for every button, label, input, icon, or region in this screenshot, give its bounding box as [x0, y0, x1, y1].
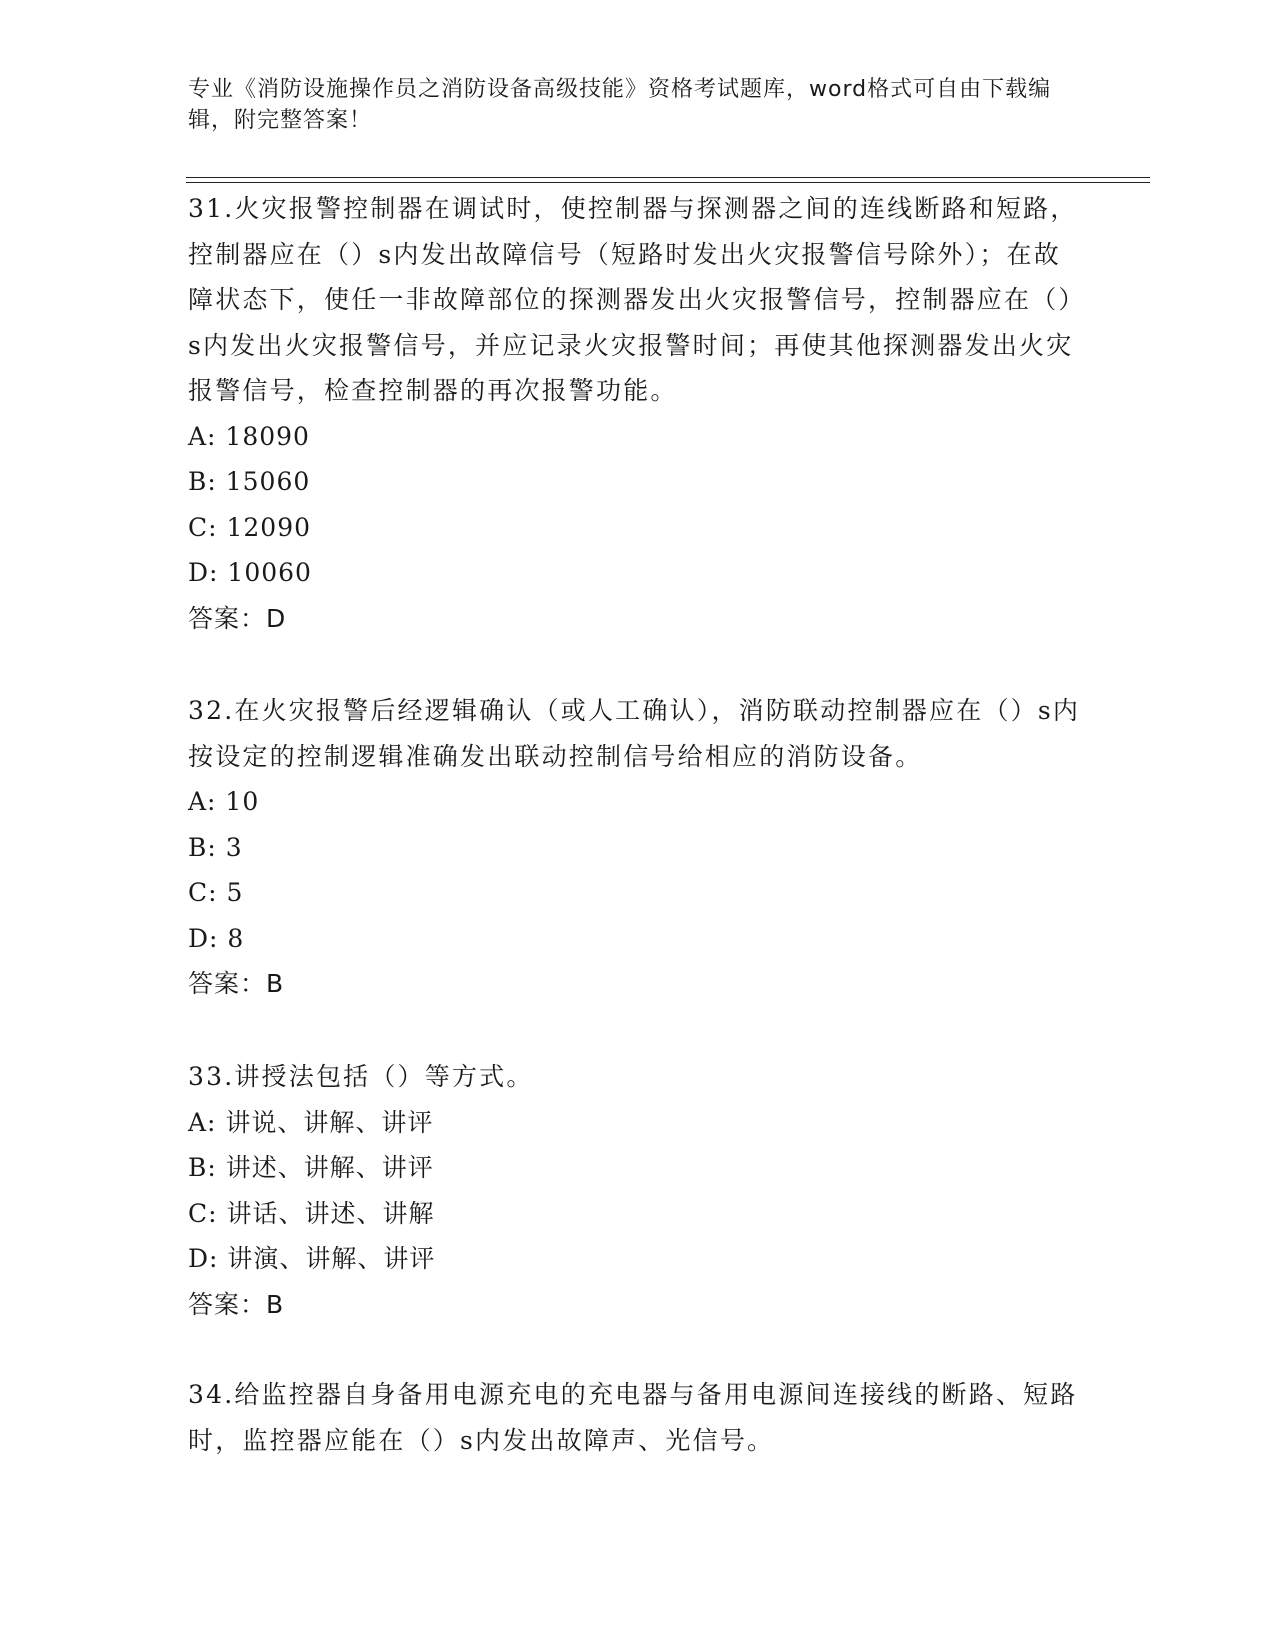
option-a: A: 讲说、讲解、讲评 [188, 1107, 434, 1137]
option-a: A: 18090 [188, 421, 310, 451]
option-c: C: 讲话、讲述、讲解 [188, 1198, 435, 1228]
question-stem: 34.给监控器自身备用电源充电的充电器与备用电源间连接线的断路、短路时，监控器应能在（）s内发出故障声、光信号。 [188, 1380, 1078, 1455]
option-c: C: 12090 [188, 512, 312, 542]
answer: 答案：B [188, 969, 285, 998]
question-31 [188, 186, 1088, 641]
option-b: B: 15060 [188, 467, 311, 496]
option-c: C: 5 [188, 878, 244, 907]
option-d: D: 8 [188, 923, 245, 953]
option-b: B: 3 [188, 832, 243, 862]
answer: 答案：B [188, 1289, 285, 1319]
question-stem: 32.在火灾报警后经逻辑确认（或人工确认），消防联动控制器应在（）s内按设定的控制逻辑准确发出联动控制信号给相应的消防设备。 [188, 696, 1081, 771]
question-stem: 33.讲授法包括（）等方式。 [188, 1062, 534, 1091]
question-33 [188, 1054, 1088, 1327]
header-divider-top [186, 177, 1150, 178]
question-34 [188, 1372, 1088, 1463]
answer: 答案：D [188, 603, 287, 633]
question-stem: 31.火灾报警控制器在调试时，使控制器与探测器之间的连线断路和短路，控制器应在（）s内发出故障信号（短路时发出火灾报警信号除外）；在故障状态下，使任一非故障部位的探测器发出火灾报警信号，控制器应在（）s内发出火灾报警信号，并应记录火灾报警时间；再使其他探测器发出火灾报警信号，检查控制器的再次报警功能。 [188, 194, 1086, 405]
option-d: D: 10060 [188, 558, 312, 587]
header-divider-bottom [186, 182, 1150, 183]
option-a: A: 10 [188, 787, 260, 816]
document-header: 专业《消防设施操作员之消防设备高级技能》资格考试题库，word格式可自由下载编辑，附完整答案！ [188, 77, 1052, 133]
option-b: B: 讲述、讲解、讲评 [188, 1153, 434, 1182]
question-32 [188, 688, 1088, 1007]
option-d: D: 讲演、讲解、讲评 [188, 1244, 436, 1273]
